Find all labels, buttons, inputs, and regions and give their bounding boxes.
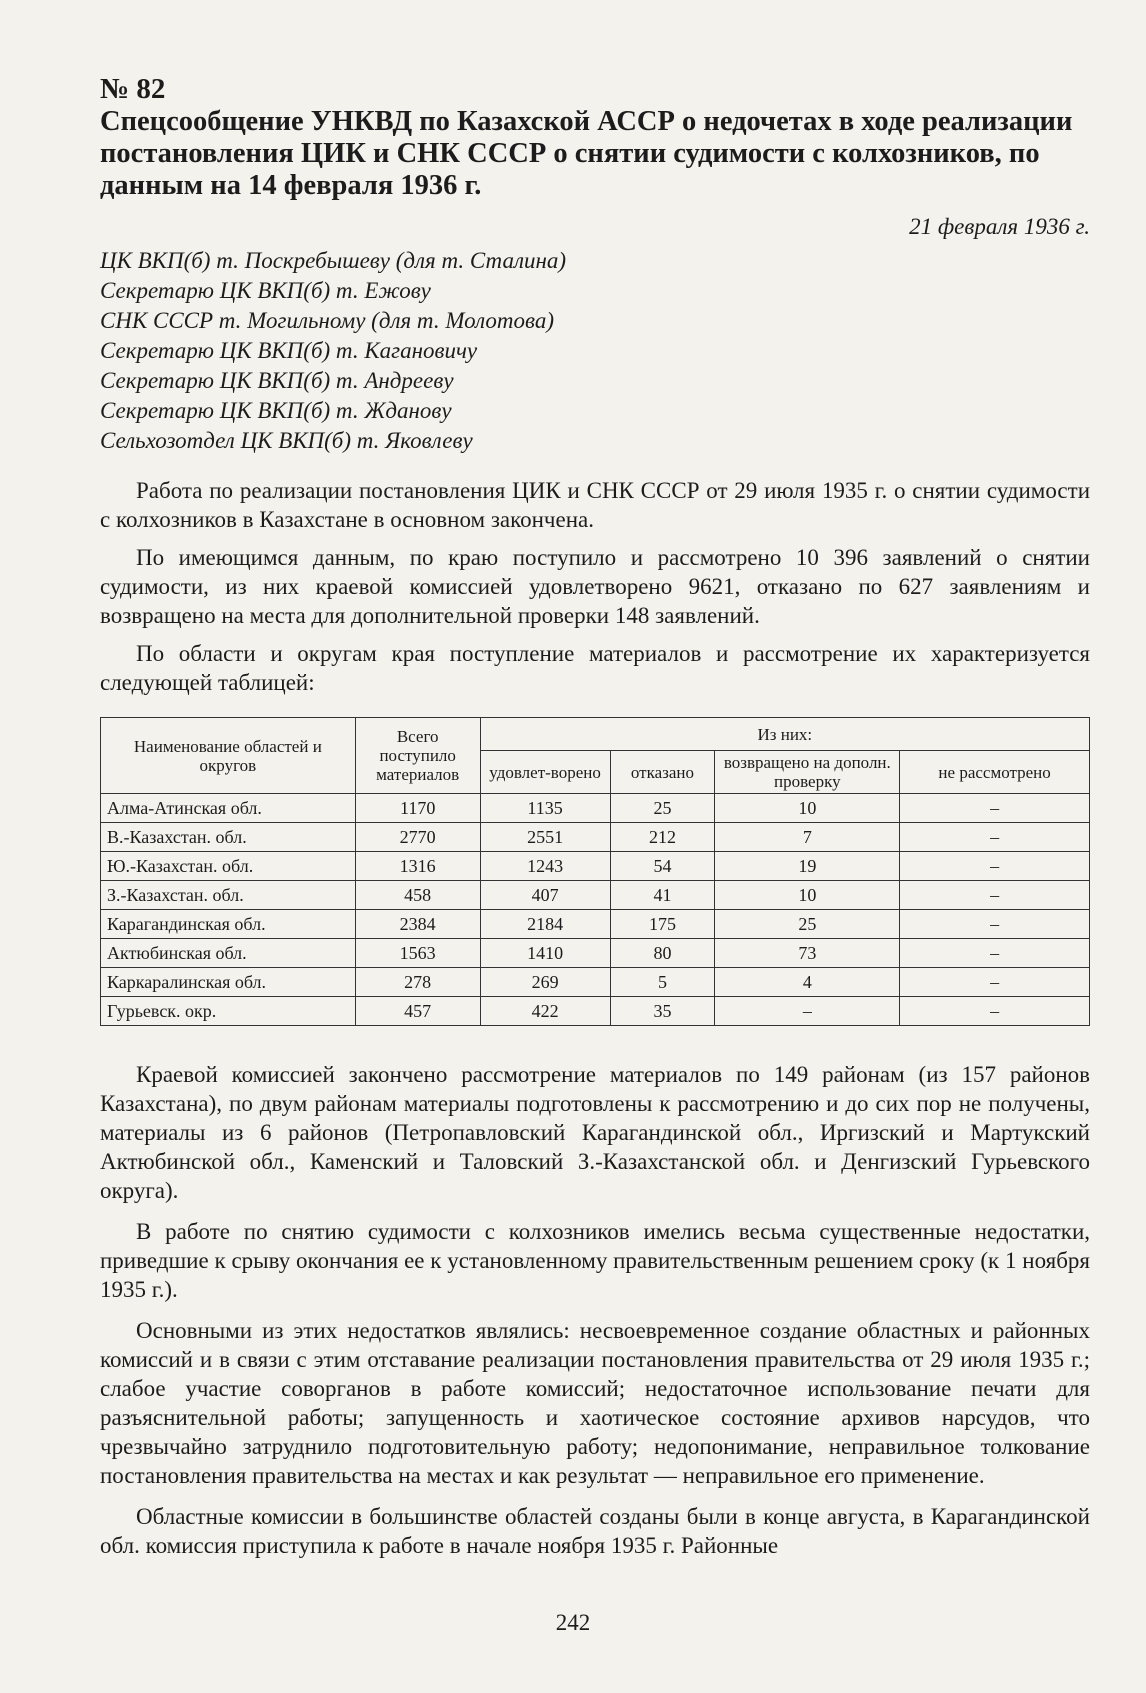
value-cell: 25 (715, 910, 900, 939)
value-cell: 4 (715, 968, 900, 997)
table-row (101, 997, 1090, 1026)
value-cell: 73 (715, 939, 900, 968)
table-body (101, 794, 1090, 1026)
paragraph-main-shortcomings: Основными из этих недостатков являлись: несвоевременное создание областных и районных комиссий и в связи с этим отставание реализации постановления правительства от 29 июля 1935 г.; слабое участие соворганов в работе комиссий; недостаточное использование печати для разъяснительной работы; запущенность и хаотическое состояние архивов нарсудов, что чрезвычайно затруднило подготовительную работу; недопонимание, неправильное толкование постановления правительства на местах и как результат — неправильное его применение. (100, 1318, 1090, 1488)
value-cell: 10 (715, 881, 900, 910)
value-cell: 10 (715, 794, 900, 823)
value-cell: 35 (610, 997, 715, 1026)
value-cell: – (900, 939, 1090, 968)
value-cell: – (900, 823, 1090, 852)
table-row (101, 823, 1090, 852)
table-row (101, 910, 1090, 939)
table-row (101, 968, 1090, 997)
value-cell: 422 (480, 997, 610, 1026)
header-satisfied: удовлет-ворено (480, 751, 610, 794)
region-name-cell: Актюбинская обл. (101, 939, 356, 968)
value-cell: – (715, 997, 900, 1026)
paragraph-commission: Краевой комиссией закончено рассмотрение материалов по 149 районам (из 157 районов Казахстана), по двум районам материалы подготовлены к рассмотрению и до сих пор не получены, материалы из 6 районов (Петропавловский Карагандинской обл., Иргизский и Мартукский Актюбинской обл., Каменский и Таловский З.-Казахстанской обл. и Денгизский Гурьевского округа). (100, 1062, 1090, 1203)
value-cell: 278 (355, 968, 480, 997)
value-cell: 175 (610, 910, 715, 939)
recipient-line: СНК СССР т. Могильному (для т. Молотова) (100, 308, 554, 333)
value-cell: 1135 (480, 794, 610, 823)
value-cell: 1410 (480, 939, 610, 968)
region-name-cell: В.-Казахстан. обл. (101, 823, 356, 852)
header-returned: возвращено на дополн. проверку (715, 751, 900, 794)
header-refused: отказано (610, 751, 715, 794)
value-cell: – (900, 968, 1090, 997)
value-cell: 2551 (480, 823, 610, 852)
table-row (101, 939, 1090, 968)
region-name-cell: Карагандинская обл. (101, 910, 356, 939)
region-name-cell: Алма-Атинская обл. (101, 794, 356, 823)
value-cell: 1563 (355, 939, 480, 968)
paragraph-table-lead: По области и округам края поступление материалов и рассмотрение их характеризуется следующей таблицей: (100, 641, 1090, 695)
value-cell: – (900, 997, 1090, 1026)
value-cell: 212 (610, 823, 715, 852)
paragraph-shortcomings: В работе по снятию судимости с колхозников имелись весьма существенные недостатки, приведшие к срыву окончания ее к установленному правительственным решением сроку (к 1 ноября 1935 г.). (100, 1219, 1090, 1302)
header-of-them: Из них: (480, 718, 1089, 751)
header-region: Наименование областей и округов (101, 718, 356, 794)
value-cell: 1243 (480, 852, 610, 881)
recipient-line: ЦК ВКП(б) т. Поскребышеву (для т. Сталина) (100, 248, 567, 273)
statistics-table (100, 717, 1090, 1026)
value-cell: 1170 (355, 794, 480, 823)
value-cell: 5 (610, 968, 715, 997)
recipients-list (100, 246, 1090, 456)
header-total: Всего поступило материалов (355, 718, 480, 794)
recipient-line: Секретарю ЦК ВКП(б) т. Жданову (100, 398, 452, 423)
page-content (100, 72, 1090, 1560)
document-number: № 82 (100, 73, 166, 105)
value-cell: 41 (610, 881, 715, 910)
paragraph-regional-commissions: Областные комиссии в большинстве областей созданы были в конце августа, в Карагандинской обл. комиссия приступила к работе в начале ноября 1935 г. Районные (100, 1504, 1090, 1558)
value-cell: 407 (480, 881, 610, 910)
region-name-cell: З.-Казахстан. обл. (101, 881, 356, 910)
paragraph-intro: Работа по реализации постановления ЦИК и СНК СССР от 29 июля 1935 г. о снятии судимости с колхозников в Казахстане в основном закончена. (100, 478, 1090, 532)
paragraph-totals: По имеющимся данным, по краю поступило и рассмотрено 10 396 заявлений о снятии судимости, из них краевой комиссией удовлетворено 9621, отказано по 627 заявлениям и возвращено на места для дополнительной проверки 148 заявлений. (100, 545, 1090, 628)
value-cell: 269 (480, 968, 610, 997)
recipient-line: Сельхозотдел ЦК ВКП(б) т. Яковлеву (100, 428, 473, 453)
value-cell: 19 (715, 852, 900, 881)
table-row (101, 852, 1090, 881)
value-cell: 458 (355, 881, 480, 910)
recipient-line: Секретарю ЦК ВКП(б) т. Ежову (100, 278, 431, 303)
recipient-line: Секретарю ЦК ВКП(б) т. Кагановичу (100, 338, 478, 363)
value-cell: – (900, 910, 1090, 939)
value-cell: 2384 (355, 910, 480, 939)
value-cell: 457 (355, 997, 480, 1026)
value-cell: 25 (610, 794, 715, 823)
value-cell: 2770 (355, 823, 480, 852)
region-name-cell: Ю.-Казахстан. обл. (101, 852, 356, 881)
table-row (101, 881, 1090, 910)
value-cell: – (900, 852, 1090, 881)
document-title: Спецсообщение УНКВД по Казахской АССР о недочетах в ходе реализации постановления ЦИК и СНК СССР о снятии судимости с колхозников, по данным на 14 февраля 1936 г. (100, 106, 1073, 201)
page-number: 242 (555, 1610, 591, 1635)
document-date: 21 февраля 1936 г. (909, 214, 1090, 239)
region-name-cell: Гурьевск. окр. (101, 997, 356, 1026)
value-cell: – (900, 881, 1090, 910)
value-cell: 54 (610, 852, 715, 881)
value-cell: 7 (715, 823, 900, 852)
value-cell: 2184 (480, 910, 610, 939)
table-row (101, 794, 1090, 823)
value-cell: 1316 (355, 852, 480, 881)
recipient-line: Секретарю ЦК ВКП(б) т. Андрееву (100, 368, 454, 393)
header-not-reviewed: не рассмотрено (900, 751, 1090, 794)
region-name-cell: Каркаралинская обл. (101, 968, 356, 997)
value-cell: 80 (610, 939, 715, 968)
value-cell: – (900, 794, 1090, 823)
